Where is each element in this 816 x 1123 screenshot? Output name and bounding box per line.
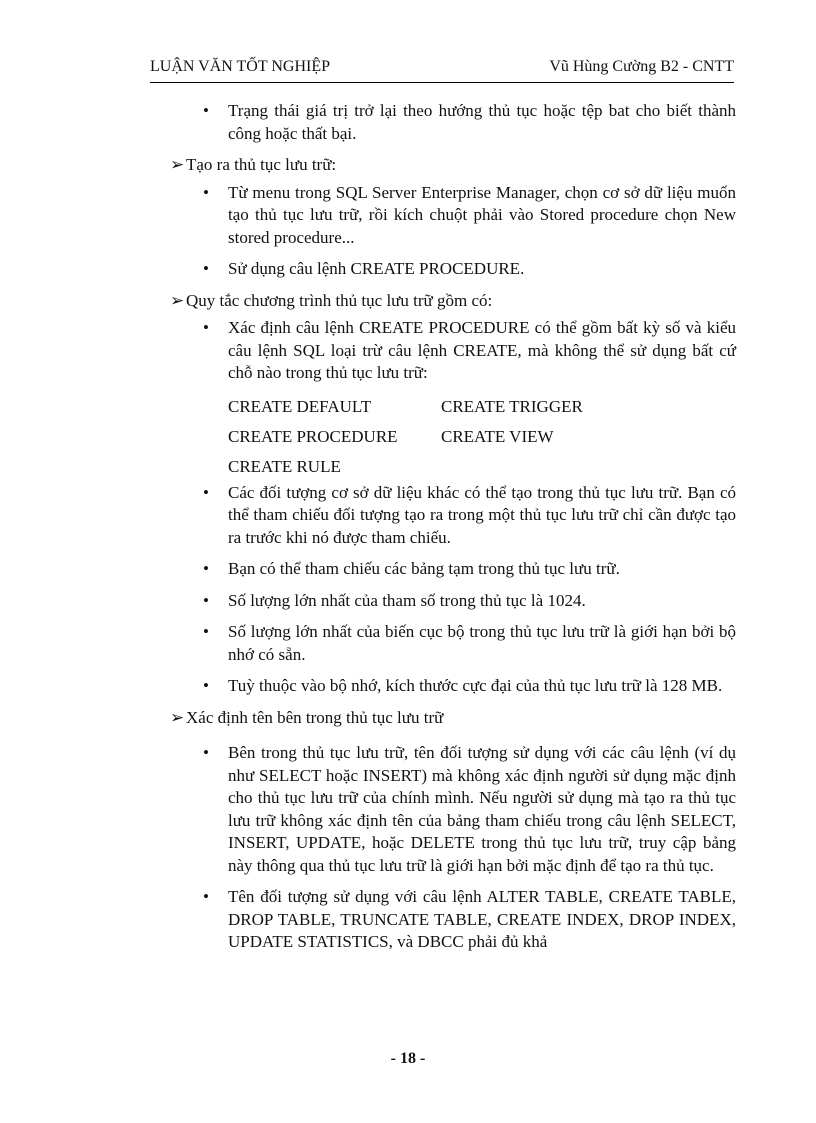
subheading-text: Tạo ra thủ tục lưu trữ: — [186, 155, 337, 174]
bullet-text: Từ menu trong SQL Server Enterprise Manager, chọn cơ sở dữ liệu muốn tạo thủ tục lưu trữ, rồi kích chuột phải vào Stored procedure chọn New stored procedure... — [228, 182, 736, 247]
bullet-item — [203, 621, 736, 666]
bullet-icon: • — [203, 887, 209, 906]
bullet-item — [203, 482, 736, 550]
bullet-text: Sử dụng câu lệnh CREATE PROCEDURE. — [228, 259, 525, 278]
bullet-text: Bên trong thủ tục lưu trữ, tên đối tượng sử dụng với các câu lệnh (ví dụ như SELECT hoặc INSERT) mà không xác định người sử dụng mặc định cho thủ tục lưu trữ của chính mình. Nếu người sử dụng mà tạo ra thủ tục lưu trữ không xác định tên của bảng tham chiếu trong câu lệnh SELECT, INSERT, UPDATE, hoặc DELETE trong thủ tục lưu trữ, truy cập bảng này thông qua thủ tục lưu trữ là giới hạn bởi mặc định để tạo ra thủ tục. — [228, 743, 736, 875]
bullet-icon: • — [203, 622, 209, 641]
bullet-text: Trạng thái giá trị trở lại theo hướng thủ tục hoặc tệp bat cho biết thành công hoặc thất bại. — [228, 101, 736, 143]
bullet-text: Bạn có thể tham chiếu các bảng tạm trong thủ tục lưu trữ. — [228, 559, 620, 578]
bullet-item — [203, 742, 736, 877]
bullet-icon: • — [203, 101, 209, 120]
bullet-text: Các đối tượng cơ sở dữ liệu khác có thể tạo trong thủ tục lưu trữ. Bạn có thể tham chiếu đối tượng tạo ra trong một thủ tục lưu trữ chỉ cần được tạo ra trước khi nó được tham chiếu. — [228, 482, 736, 547]
bullet-text: Xác định câu lệnh CREATE PROCEDURE có thể gồm bất kỳ số và kiểu câu lệnh SQL loại trừ câu lệnh CREATE, mà không thể sử dụng bất cứ chỗ nào trong thủ tục lưu trữ: — [228, 318, 736, 382]
command-text: CREATE RULE — [228, 456, 341, 476]
bullet-icon: • — [203, 182, 209, 202]
bullet-icon: • — [203, 482, 209, 502]
bullet-item — [203, 100, 736, 145]
bullet-icon: • — [203, 676, 209, 695]
command-row — [228, 452, 736, 482]
header-thesis-title: LUẬN VĂN TỐT NGHIỆP — [150, 58, 330, 75]
bullet-item — [203, 258, 736, 281]
command-row — [228, 392, 736, 422]
header-author: Vũ Hùng Cường B2 - CNTT — [549, 58, 734, 75]
bullet-text: Tên đối tượng sử dụng với câu lệnh ALTER TABLE, CREATE TABLE, DROP TABLE, TRUNCATE TABLE, CREATE INDEX, DROP INDEX, UPDATE STATISTICS, và DBCC phải đủ khả — [228, 887, 736, 951]
page-body — [170, 100, 736, 963]
arrow-bullet-icon: ➢ — [170, 707, 185, 727]
bullet-item — [203, 317, 736, 385]
bullet-text: Số lượng lớn nhất của tham số trong thủ tục là 1024. — [228, 590, 586, 610]
bullet-icon: • — [203, 559, 209, 578]
command-text: CREATE PROCEDURE — [228, 426, 398, 446]
subheading-text: Quy tắc chương trình thủ tục lưu trữ gồm có: — [186, 290, 493, 310]
page-number: - 18 - — [390, 1050, 426, 1067]
bullet-icon: • — [203, 318, 209, 337]
bullet-icon: • — [203, 743, 209, 762]
command-text: CREATE TRIGGER — [441, 396, 583, 416]
subheading — [170, 290, 736, 313]
bullet-item — [203, 675, 736, 698]
arrow-bullet-icon: ➢ — [170, 155, 185, 174]
bullet-item — [203, 886, 736, 954]
arrow-bullet-icon: ➢ — [170, 290, 185, 310]
spacer — [170, 734, 736, 742]
command-row — [228, 422, 736, 452]
bullet-icon: • — [203, 259, 209, 278]
subheading — [170, 154, 736, 177]
command-text: CREATE DEFAULT — [228, 396, 372, 416]
bullet-text: Tuỳ thuộc vào bộ nhớ, kích thước cực đại của thủ tục lưu trữ là 128 MB. — [228, 676, 723, 695]
bullet-text: Số lượng lớn nhất của biến cục bộ trong thủ tục lưu trữ là giới hạn bởi bộ nhớ có sẵn. — [228, 622, 736, 664]
subheading-text: Xác định tên bên trong thủ tục lưu trữ — [186, 707, 444, 727]
subheading — [170, 707, 736, 730]
bullet-item — [203, 182, 736, 250]
bullet-item — [203, 590, 736, 613]
page-header — [150, 58, 734, 83]
bullet-icon: • — [203, 590, 209, 610]
command-text: CREATE VIEW — [441, 426, 554, 446]
bullet-item — [203, 558, 736, 581]
